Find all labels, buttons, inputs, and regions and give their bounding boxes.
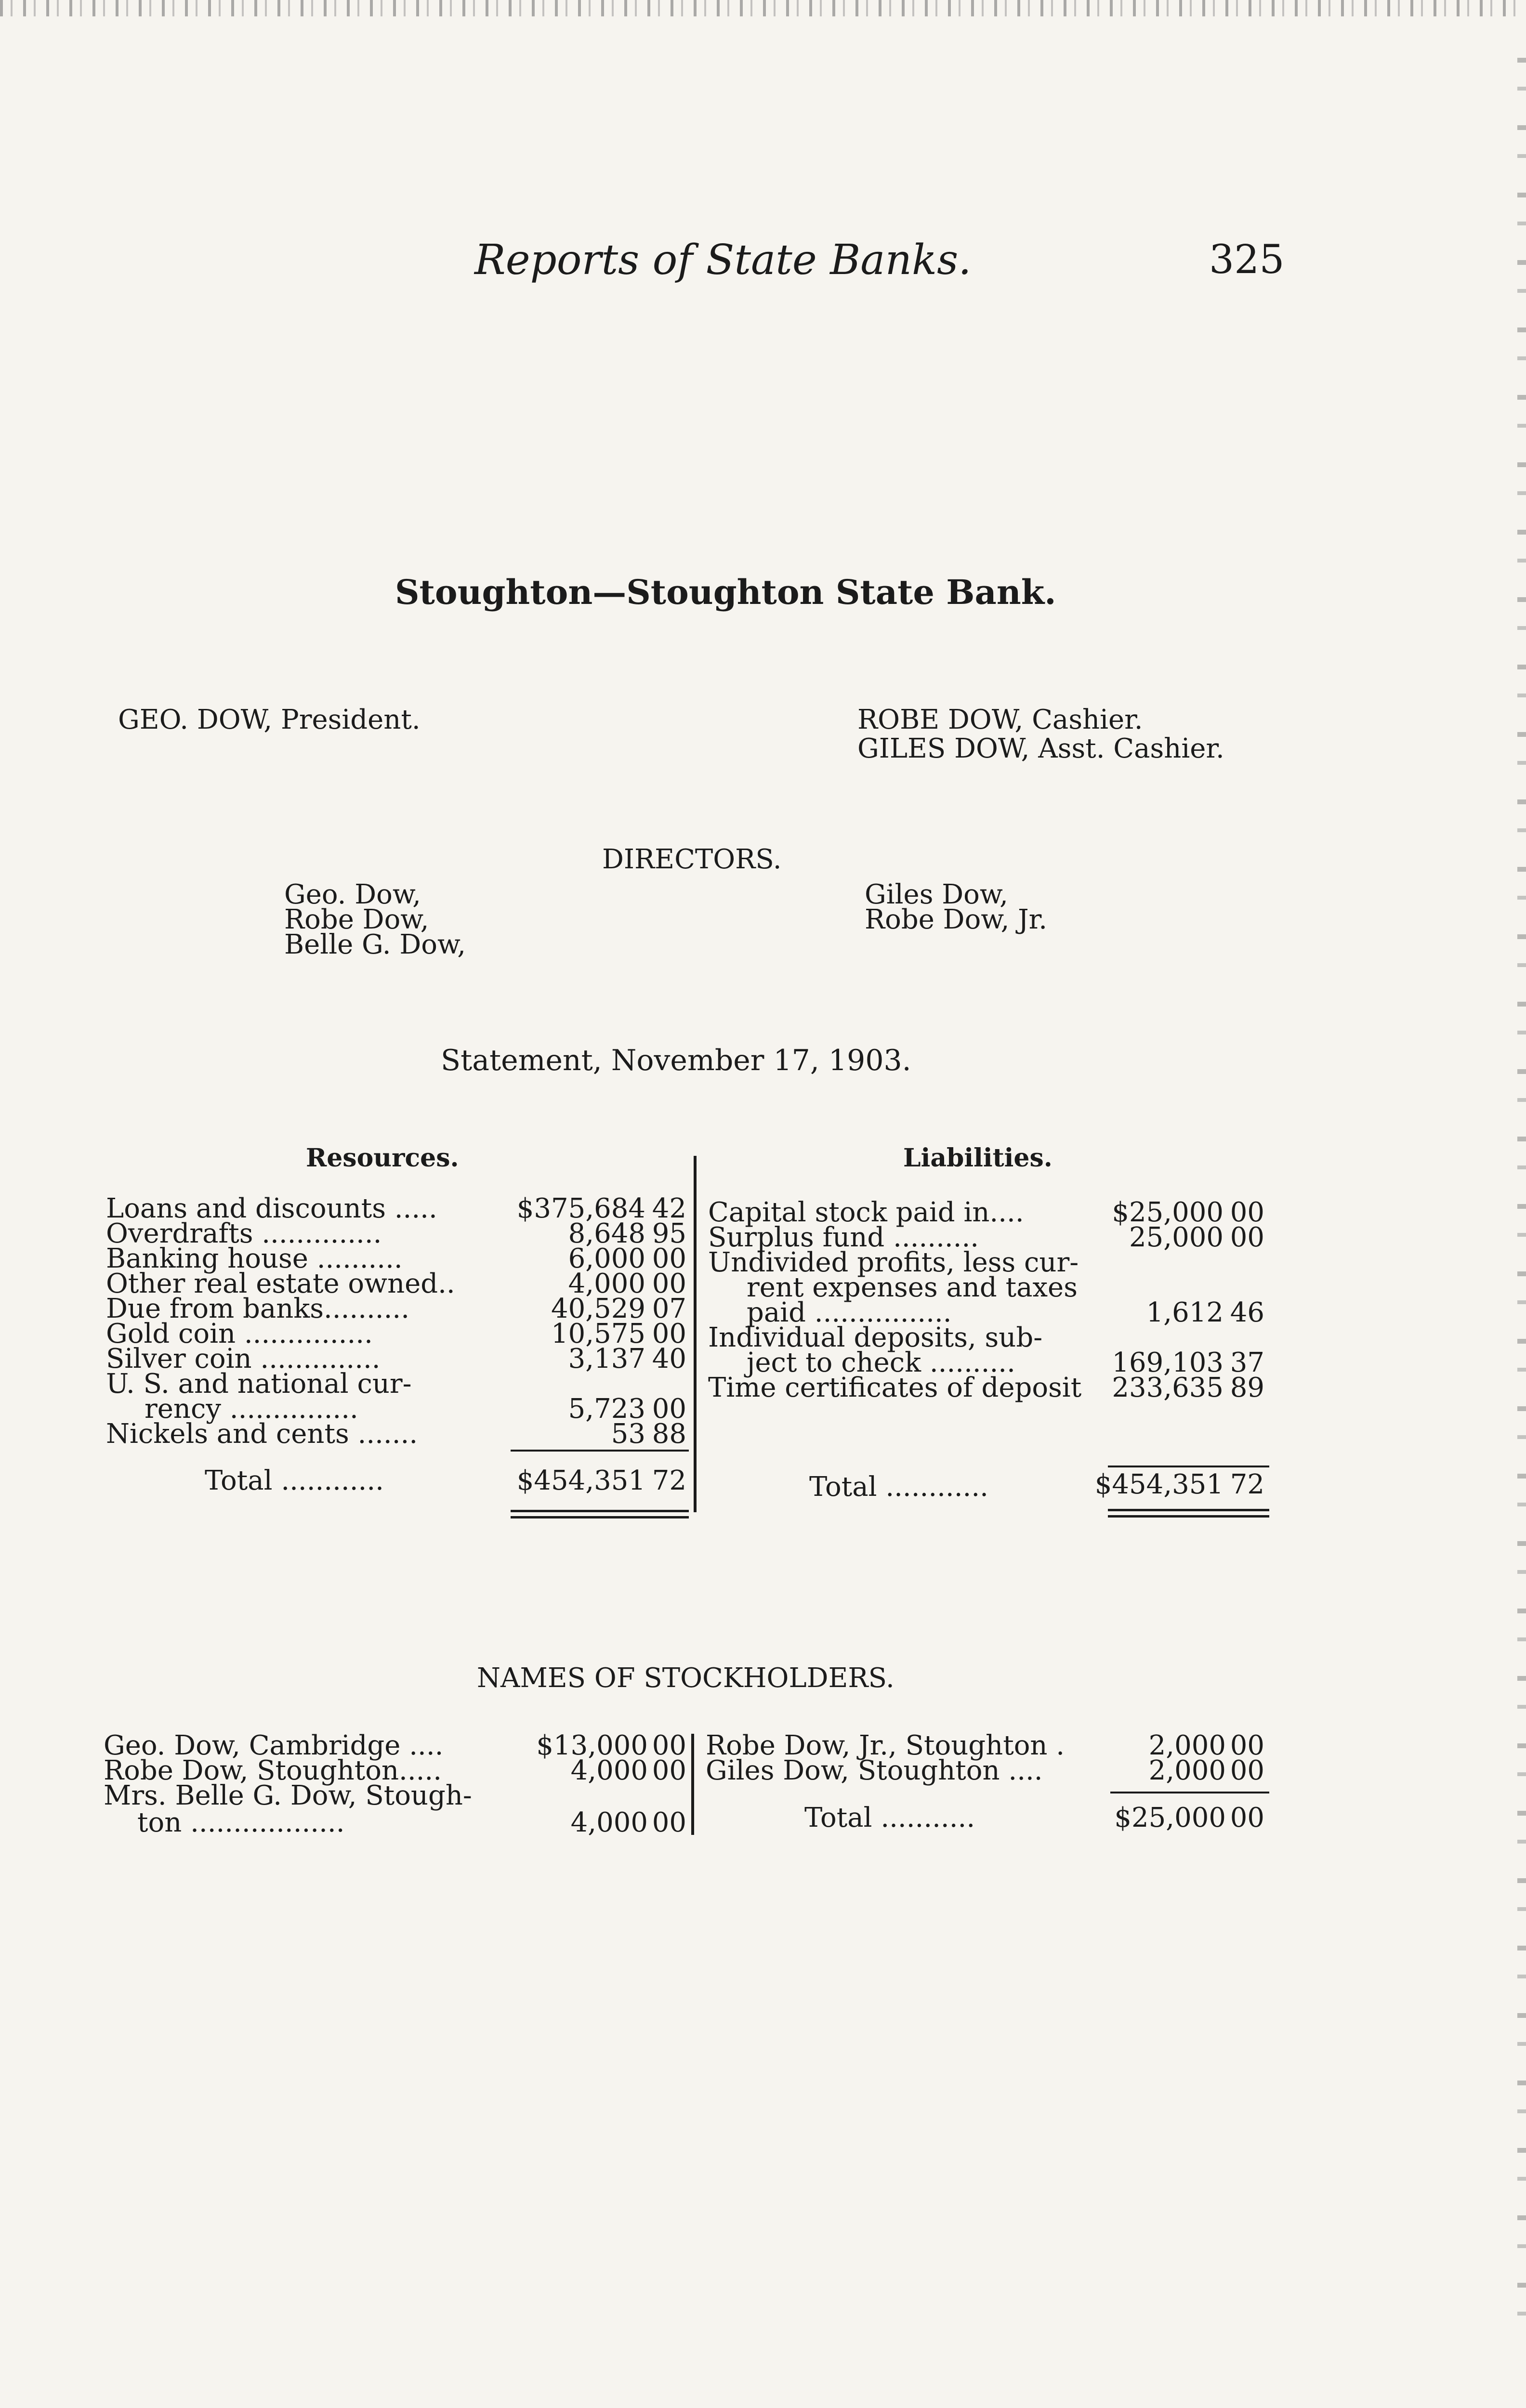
stockholder-dollars: 2,000 — [1148, 1755, 1226, 1786]
resource-dollars: 53 — [611, 1418, 645, 1450]
column-divider — [694, 1156, 697, 1512]
liabilities-total-label: Total ............ — [809, 1471, 988, 1503]
officer-asst-cashier: GILES DOW, Asst. Cashier. — [857, 733, 1224, 764]
officer-president: GEO. DOW, President. — [118, 704, 421, 735]
resource-dollars: 3,137 — [568, 1343, 645, 1374]
resource-cents: 00 — [652, 1318, 686, 1349]
liability-dollars: 233,635 — [1112, 1372, 1223, 1403]
director-name: Robe Dow, — [284, 904, 429, 935]
scan-edge-noise — [0, 0, 1526, 16]
resource-cents: 00 — [652, 1243, 686, 1274]
liability-label: paid ................ — [747, 1297, 952, 1328]
liability-dollars: 1,612 — [1146, 1297, 1223, 1328]
liability-dollars: $25,000 — [1112, 1197, 1223, 1228]
stockholder-name: Mrs. Belle G. Dow, Stough- — [104, 1780, 472, 1811]
stockholders-total-cents: 00 — [1230, 1802, 1264, 1833]
resources-heading: Resources. — [306, 1143, 459, 1173]
liability-cents: 46 — [1230, 1297, 1264, 1328]
subtotal-rule — [511, 1450, 689, 1452]
stockholder-dollars: 2,000 — [1148, 1730, 1226, 1761]
liabilities-total-dollars: $454,351 — [1094, 1469, 1223, 1500]
liability-label: Undivided profits, less cur- — [708, 1247, 1079, 1278]
liability-label: Time certificates of deposit — [708, 1372, 1082, 1403]
stockholder-cents: 00 — [652, 1807, 686, 1838]
resource-label: Nickels and cents ....... — [106, 1418, 418, 1450]
total-double-rule — [1108, 1509, 1269, 1511]
liability-cents: 00 — [1230, 1197, 1264, 1228]
stockholder-name: ton .................. — [137, 1807, 345, 1838]
director-name: Geo. Dow, — [284, 879, 421, 910]
stockholder-name: Robe Dow, Jr., Stoughton . — [706, 1730, 1065, 1761]
stockholder-name: Giles Dow, Stoughton .... — [706, 1755, 1043, 1786]
liability-cents: 37 — [1230, 1347, 1264, 1378]
resource-dollars: 8,648 — [568, 1218, 645, 1249]
directors-heading: DIRECTORS. — [602, 844, 782, 875]
officer-cashier: ROBE DOW, Cashier. — [857, 704, 1143, 735]
stockholder-dollars: $13,000 — [536, 1730, 648, 1761]
statement-date: Statement, November 17, 1903. — [441, 1044, 911, 1077]
liability-cents: 00 — [1230, 1222, 1264, 1253]
stockholder-cents: 00 — [652, 1730, 686, 1761]
liability-dollars: 169,103 — [1112, 1347, 1223, 1378]
resource-label: U. S. and national cur- — [106, 1368, 412, 1400]
stockholder-name: Geo. Dow, Cambridge .... — [104, 1730, 444, 1761]
scan-side-noise — [1517, 58, 1526, 2321]
liability-label: Individual deposits, sub- — [708, 1322, 1043, 1353]
director-name: Robe Dow, Jr. — [865, 904, 1048, 935]
liabilities-total-cents: 72 — [1230, 1469, 1264, 1500]
stockholder-dollars: 4,000 — [570, 1755, 648, 1786]
total-double-rule — [1108, 1515, 1269, 1518]
stockholder-dollars: 4,000 — [570, 1807, 648, 1838]
page-number: 325 — [1209, 237, 1285, 283]
stockholder-cents: 00 — [1230, 1730, 1264, 1761]
subtotal-rule — [1110, 1792, 1269, 1793]
director-name: Giles Dow, — [865, 879, 1008, 910]
resources-total-cents: 72 — [652, 1465, 686, 1496]
stockholder-name: Robe Dow, Stoughton..... — [104, 1755, 442, 1786]
stockholders-heading: NAMES OF STOCKHOLDERS. — [477, 1662, 895, 1694]
resource-label: Silver coin .............. — [106, 1343, 381, 1374]
running-title: Reports of State Banks. — [474, 236, 972, 284]
resource-dollars: $375,684 — [516, 1193, 645, 1224]
resource-cents: 88 — [652, 1418, 686, 1450]
bank-title: Stoughton—Stoughton State Bank. — [395, 572, 1056, 612]
resource-label: Banking house .......... — [106, 1243, 403, 1274]
resource-cents: 00 — [652, 1393, 686, 1425]
resources-total-dollars: $454,351 — [516, 1465, 645, 1496]
stockholder-cents: 00 — [652, 1755, 686, 1786]
resource-dollars: 10,575 — [551, 1318, 645, 1349]
resource-cents: 42 — [652, 1193, 686, 1224]
resource-dollars: 5,723 — [568, 1393, 645, 1425]
resource-cents: 00 — [652, 1268, 686, 1299]
stockholder-cents: 00 — [1230, 1755, 1264, 1786]
resource-label: rency ............... — [145, 1393, 358, 1425]
subtotal-rule — [1108, 1466, 1269, 1467]
liabilities-heading: Liabilities. — [903, 1143, 1052, 1173]
resource-dollars: 6,000 — [568, 1243, 645, 1274]
director-name: Belle G. Dow, — [284, 929, 466, 960]
stockholders-total-amount: $25,000 — [1114, 1802, 1226, 1833]
resources-total-label: Total ............ — [205, 1465, 384, 1496]
total-double-rule — [511, 1510, 689, 1512]
resource-label: Other real estate owned.. — [106, 1268, 455, 1299]
column-divider — [691, 1734, 694, 1835]
resource-cents: 95 — [652, 1218, 686, 1249]
resource-label: Gold coin ............... — [106, 1318, 373, 1349]
liability-label: ject to check .......... — [747, 1347, 1015, 1378]
resource-cents: 07 — [652, 1293, 686, 1324]
liability-dollars: 25,000 — [1129, 1222, 1223, 1253]
total-double-rule — [511, 1516, 689, 1518]
resource-label: Due from banks.......... — [106, 1293, 409, 1324]
resource-cents: 40 — [652, 1343, 686, 1374]
liability-label: Capital stock paid in.... — [708, 1197, 1024, 1228]
stockholders-total-label: Total ........... — [804, 1802, 975, 1833]
resource-label: Loans and discounts ..... — [106, 1193, 437, 1224]
resource-dollars: 40,529 — [551, 1293, 645, 1324]
liability-label: rent expenses and taxes — [747, 1272, 1078, 1303]
resource-dollars: 4,000 — [568, 1268, 645, 1299]
resource-label: Overdrafts .............. — [106, 1218, 382, 1249]
liability-label: Surplus fund .......... — [708, 1222, 979, 1253]
liability-cents: 89 — [1230, 1372, 1264, 1403]
